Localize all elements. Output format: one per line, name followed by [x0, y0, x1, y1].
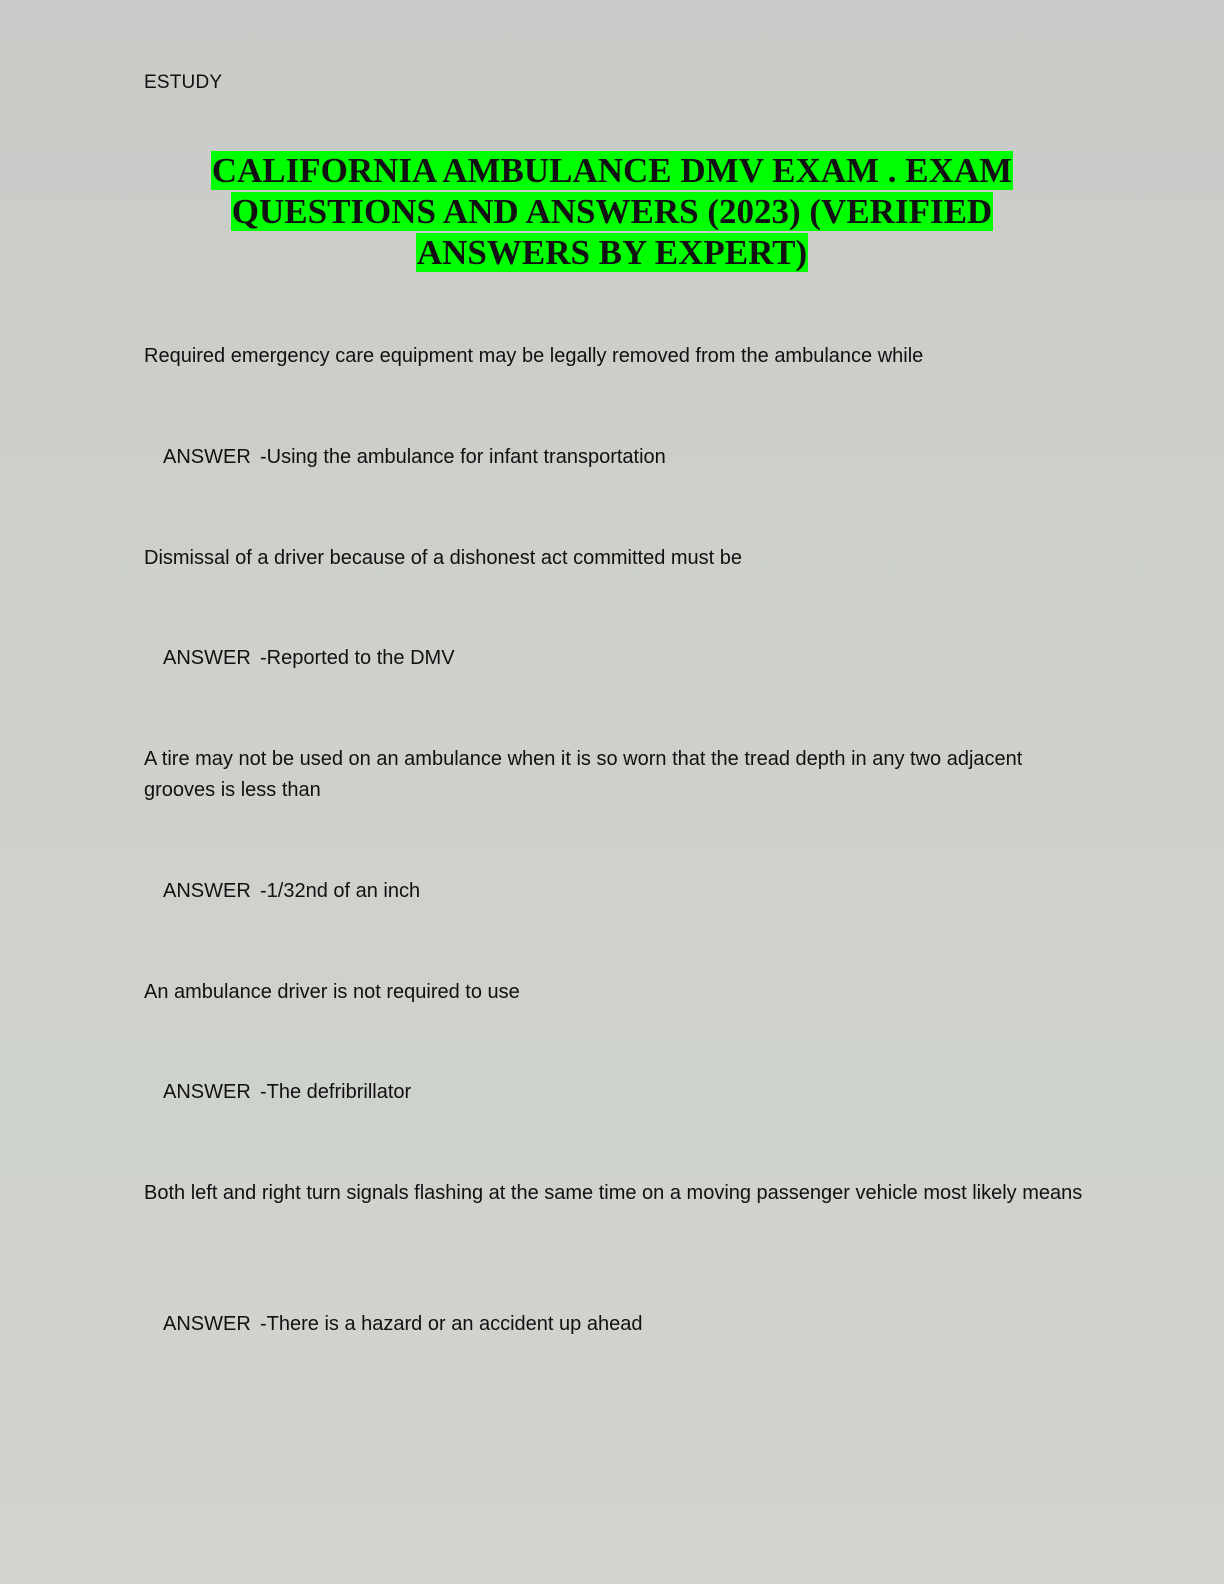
answer-label: ANSWER: [163, 1081, 251, 1103]
answer-label: ANSWER: [163, 647, 251, 669]
answer-3: [163, 876, 420, 907]
answer-text: -1/32nd of an inch: [260, 880, 421, 902]
answer-text: -Using the ambulance for infant transportation: [260, 446, 666, 468]
answer-4: [163, 1077, 411, 1108]
answer-5: [163, 1309, 642, 1340]
question-5: Both left and right turn signals flashing at the same time on a moving passenger vehicle most likely means: [144, 1182, 1083, 1204]
answer-label: ANSWER: [163, 880, 251, 902]
answer-text: -There is a hazard or an accident up ahead: [260, 1313, 643, 1335]
question-2: Dismissal of a driver because of a dishonest act committed must be: [144, 547, 743, 569]
header-label: ESTUDY: [144, 72, 223, 93]
answer-text: -The defribrillator: [260, 1081, 412, 1103]
answer-label: ANSWER: [163, 1313, 251, 1335]
title-block: [144, 150, 1080, 273]
question-3: A tire may not be used on an ambulance when it is so worn that the tread depth in any two adjacent grooves is less than: [144, 748, 1023, 801]
answer-2: [163, 643, 455, 674]
answer-text: -Reported to the DMV: [260, 647, 455, 669]
answer-label: ANSWER: [163, 446, 251, 468]
question-1: Required emergency care equipment may be legally removed from the ambulance while: [144, 345, 924, 367]
question-4: An ambulance driver is not required to use: [144, 981, 520, 1003]
document-title: CALIFORNIA AMBULANCE DMV EXAM . EXAM QUESTIONS AND ANSWERS (2023) (VERIFIED ANSWERS BY EXPERT): [211, 151, 1013, 272]
answer-1: [163, 442, 666, 473]
